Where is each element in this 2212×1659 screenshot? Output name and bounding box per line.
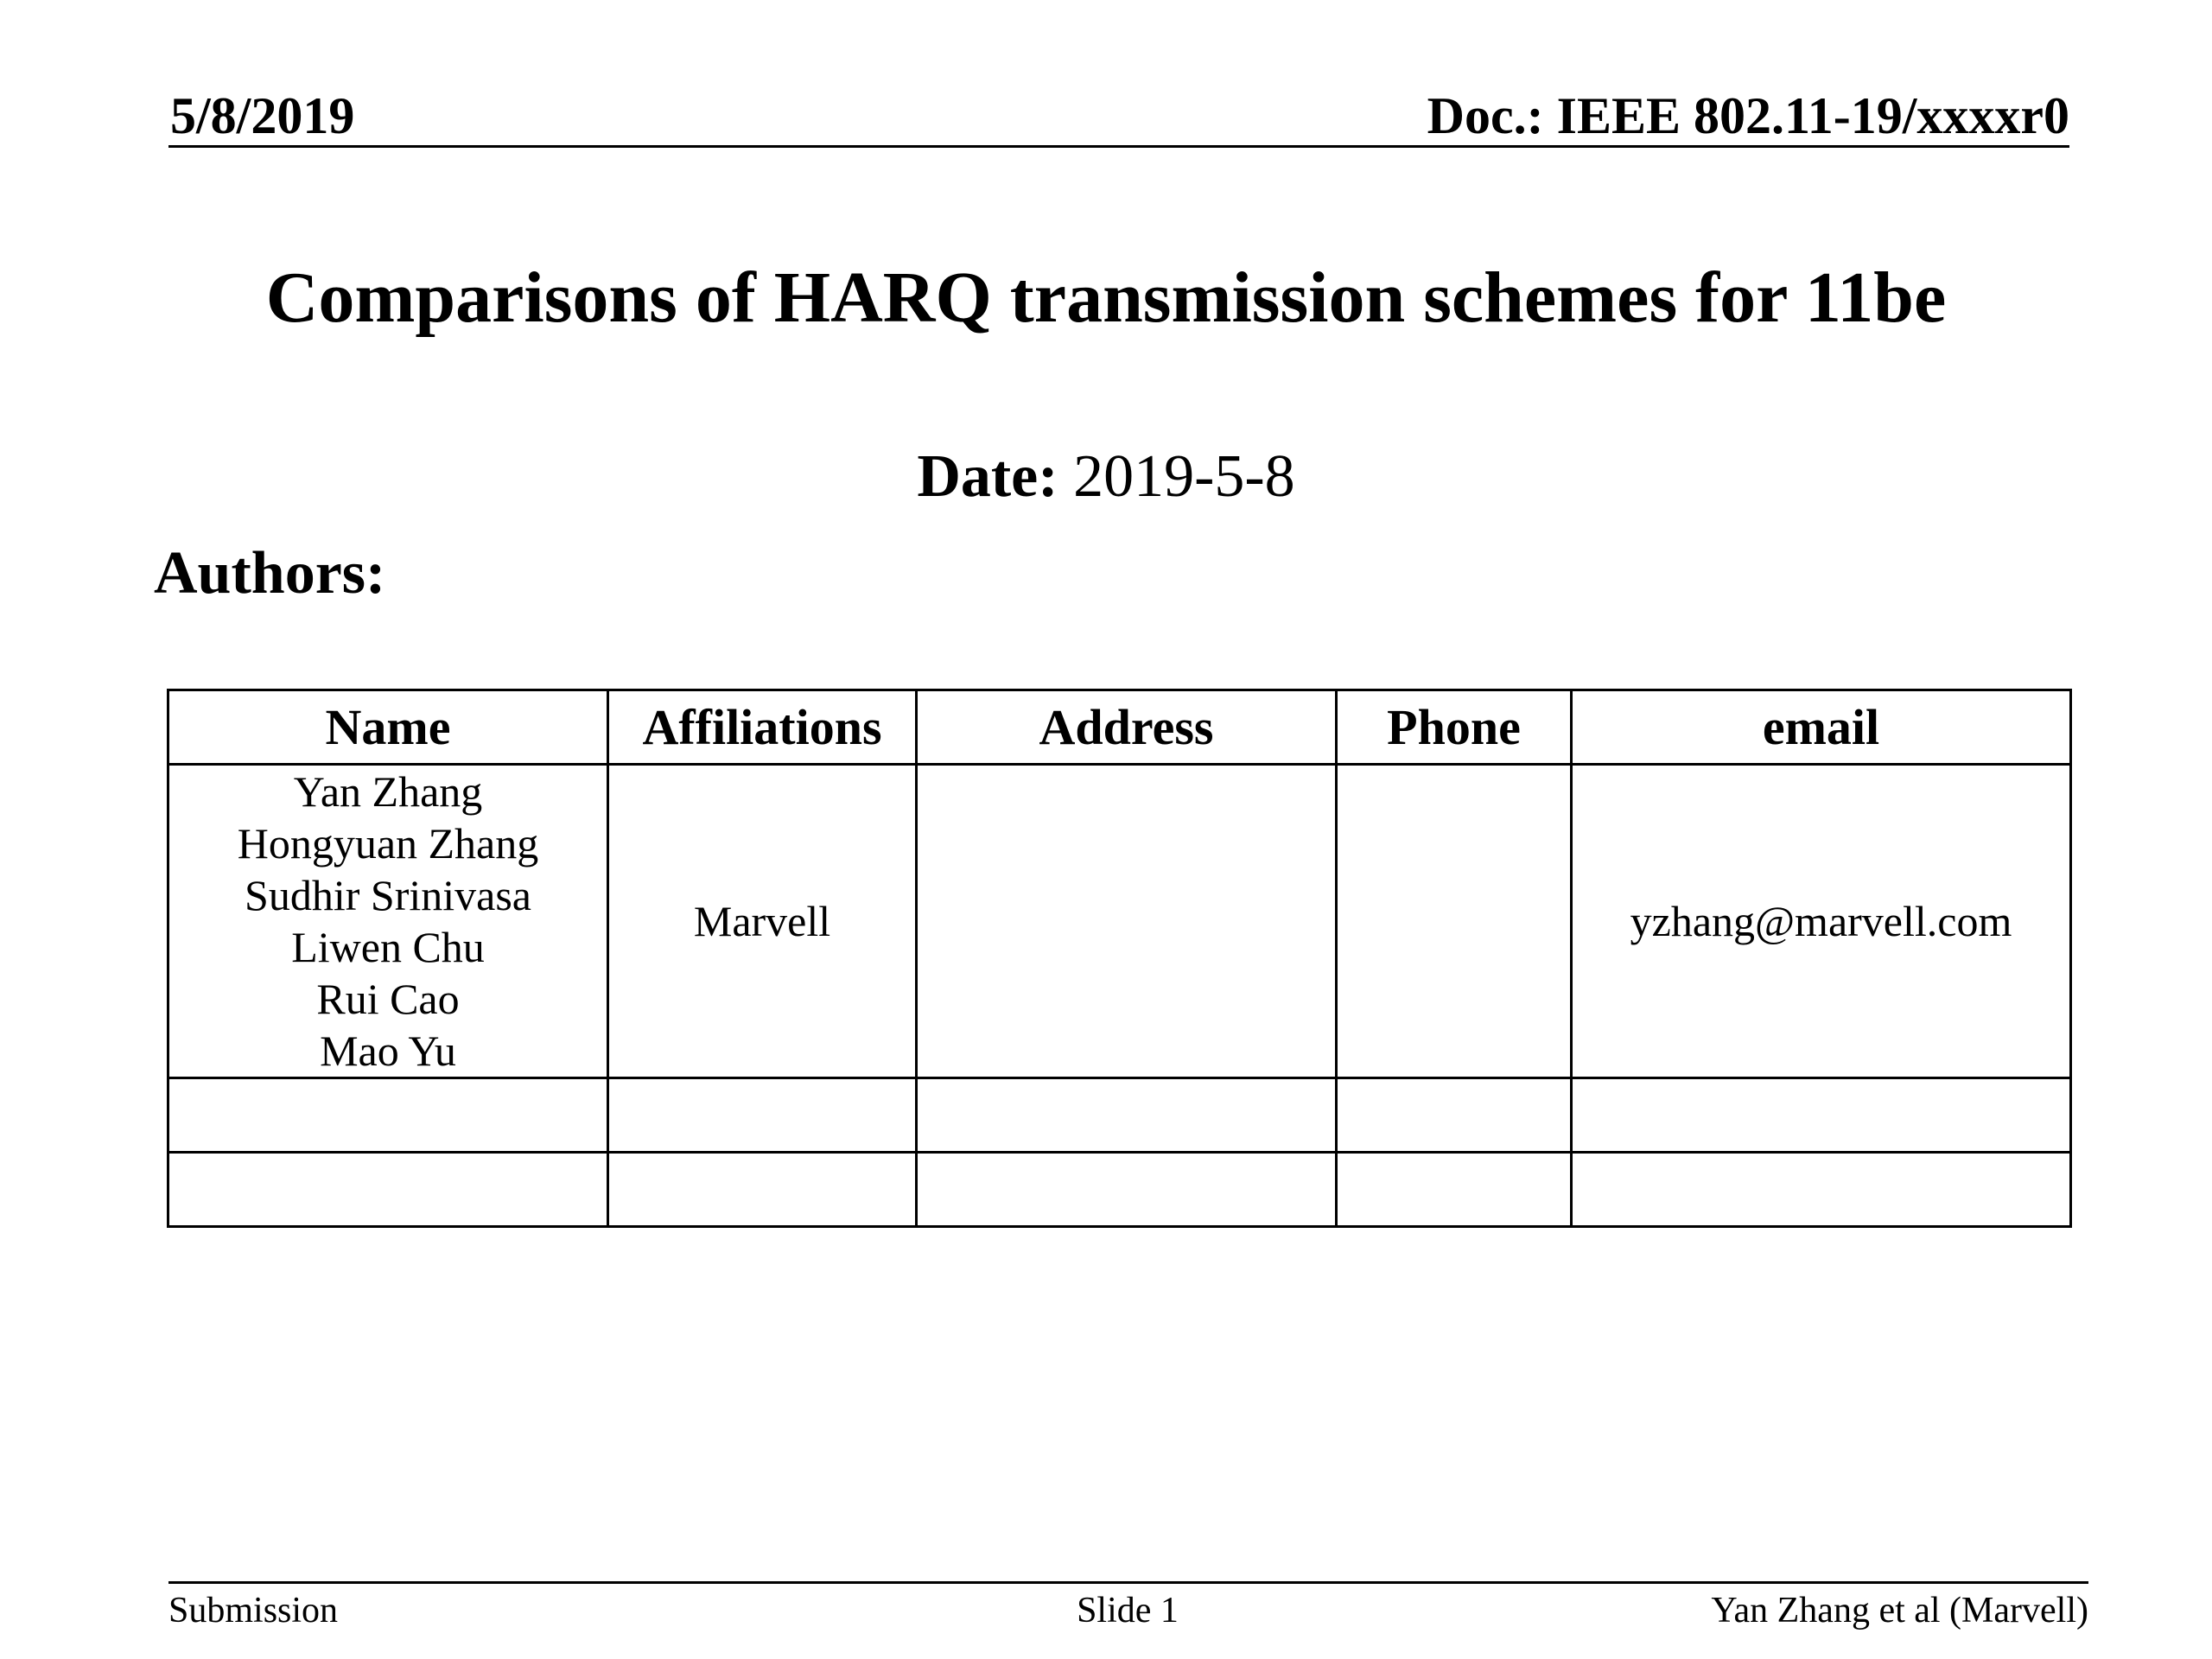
footer-submission: Submission — [168, 1591, 339, 1630]
header-date: 5/8/2019 — [170, 87, 355, 144]
column-header-address: Address — [917, 690, 1337, 765]
slide-title: Comparisons of HARQ transmission schemes for 11be — [265, 257, 1947, 338]
phone-cell — [1337, 765, 1572, 1078]
footer-divider — [168, 1581, 2088, 1584]
empty-cell — [608, 1153, 917, 1227]
author-name: Sudhir Srinivasa — [245, 871, 531, 919]
author-name: Yan Zhang — [293, 767, 483, 816]
footer-author: Yan Zhang et al (Marvell) — [1711, 1591, 2088, 1630]
table-row — [168, 765, 2071, 1078]
author-name: Mao Yu — [320, 1027, 456, 1075]
header-divider — [168, 145, 2069, 148]
empty-cell — [1572, 1078, 2071, 1153]
empty-cell — [917, 1078, 1337, 1153]
authors-table — [167, 689, 2072, 1228]
column-header-name: Name — [168, 690, 608, 765]
empty-cell — [1337, 1153, 1572, 1227]
table-header-row — [168, 690, 2071, 765]
empty-cell — [608, 1078, 917, 1153]
address-cell — [917, 765, 1337, 1078]
column-header-affiliations: Affiliations — [608, 690, 917, 765]
email-cell: yzhang@marvell.com — [1572, 765, 2071, 1078]
affiliation-cell: Marvell — [608, 765, 917, 1078]
empty-cell — [1572, 1153, 2071, 1227]
header-doc-id: Doc.: IEEE 802.11-19/xxxxr0 — [1427, 87, 2069, 144]
empty-cell — [1337, 1078, 1572, 1153]
author-name: Rui Cao — [316, 975, 460, 1023]
column-header-email: email — [1572, 690, 2071, 765]
footer-slide-number: Slide 1 — [1077, 1591, 1179, 1630]
empty-cell — [168, 1078, 608, 1153]
date-label: Date: — [917, 443, 1058, 510]
table-row-empty — [168, 1078, 2071, 1153]
empty-cell — [168, 1153, 608, 1227]
empty-cell — [917, 1153, 1337, 1227]
authors-heading: Authors: — [154, 540, 386, 607]
names-cell — [168, 765, 608, 1078]
table-row-empty — [168, 1153, 2071, 1227]
date-line — [0, 441, 2212, 513]
column-header-phone: Phone — [1337, 690, 1572, 765]
author-name: Hongyuan Zhang — [237, 819, 539, 868]
author-name: Liwen Chu — [291, 923, 485, 971]
date-value: 2019-5-8 — [1073, 443, 1295, 510]
